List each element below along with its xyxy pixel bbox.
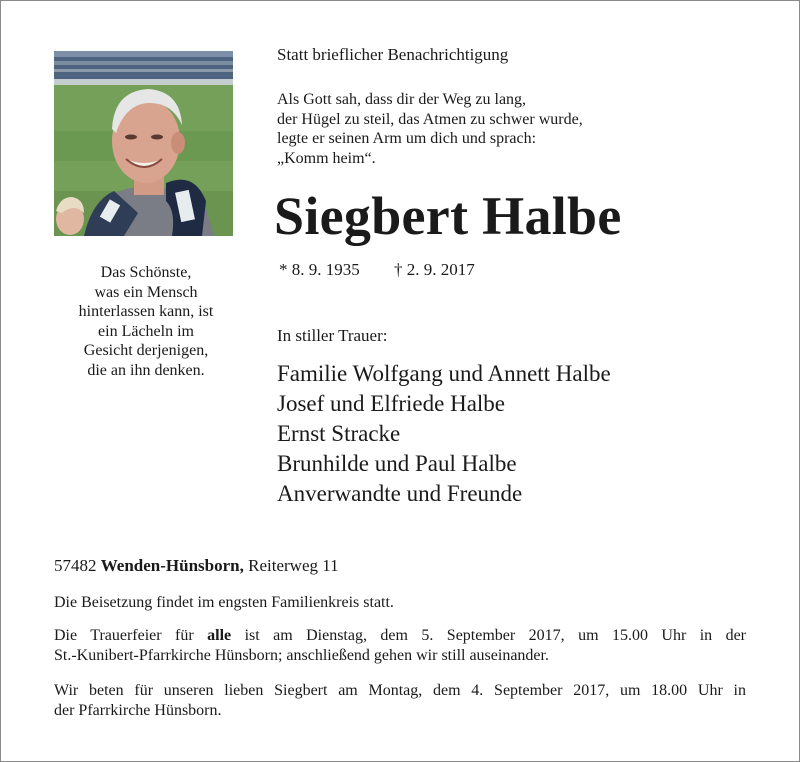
quote-line: die an ihn denken. (87, 361, 205, 379)
poem-line: der Hügel zu steil, das Atmen zu schwer wurde, (277, 110, 583, 128)
quote-line: Das Schönste, (100, 264, 192, 281)
mourner-entry: Ernst Stracke (277, 421, 401, 446)
quote-line: Gesicht derjenigen, (83, 342, 209, 360)
portrait-photo (54, 51, 233, 236)
poem (277, 90, 597, 168)
funeral-notice (54, 626, 746, 666)
prayer-notice (54, 681, 746, 721)
mourners-list (277, 359, 611, 509)
mourner-entry: Brunhilde und Paul Halbe (277, 451, 517, 476)
poem-line: „Komm heim“. (277, 149, 376, 167)
town: Wenden-Hünsborn, (100, 556, 244, 575)
funeral-emphasis: alle (207, 627, 232, 644)
poem-line: Als Gott sah, dass dir der Weg zu lang, (277, 91, 527, 108)
birth-date: * 8. 9. 1935 (279, 260, 360, 279)
poem-line: legte er seinen Arm um dich und sprach: (277, 130, 537, 148)
life-dates (279, 260, 475, 280)
postcode: 57482 (54, 556, 97, 575)
burial-notice: Die Beisetzung findet im engsten Familienkreis statt. (54, 594, 394, 611)
funeral-text: ist am Dienstag, dem 5. September 2017, um 15.00 Uhr in der (244, 627, 747, 644)
death-date: † 2. 9. 2017 (394, 260, 475, 279)
mourner-entry: Anverwandte und Freunde (277, 481, 523, 506)
prayer-line-1: Wir beten für unseren lieben Siegbert am Montag, dem 4. September 2017, um 18.00 Uhr in (54, 682, 746, 699)
funeral-text: Die Trauerfeier für (54, 627, 194, 644)
street: Reiterweg 11 (248, 556, 339, 575)
memorial-quote (51, 263, 241, 381)
quote-line: was ein Mensch (94, 283, 198, 301)
quote-line: hinterlassen kann, ist (78, 303, 214, 321)
deceased-name: Siegbert Halbe (274, 186, 622, 246)
mourning-label: In stiller Trauer: (277, 326, 388, 345)
mourner-entry: Josef und Elfriede Halbe (277, 391, 506, 416)
prayer-line-2: der Pfarrkirche Hünsborn. (54, 702, 222, 719)
funeral-line-1 (54, 626, 746, 646)
intro-heading: Statt brieflicher Benachrichtigung (277, 45, 509, 64)
quote-line: ein Lächeln im (98, 322, 194, 340)
funeral-line-2: St.-Kunibert-Pfarrkirche Hünsborn; anschließend gehen wir still auseinander. (54, 647, 549, 664)
address (54, 556, 339, 576)
mourner-entry: Familie Wolfgang und Annett Halbe (277, 361, 611, 386)
